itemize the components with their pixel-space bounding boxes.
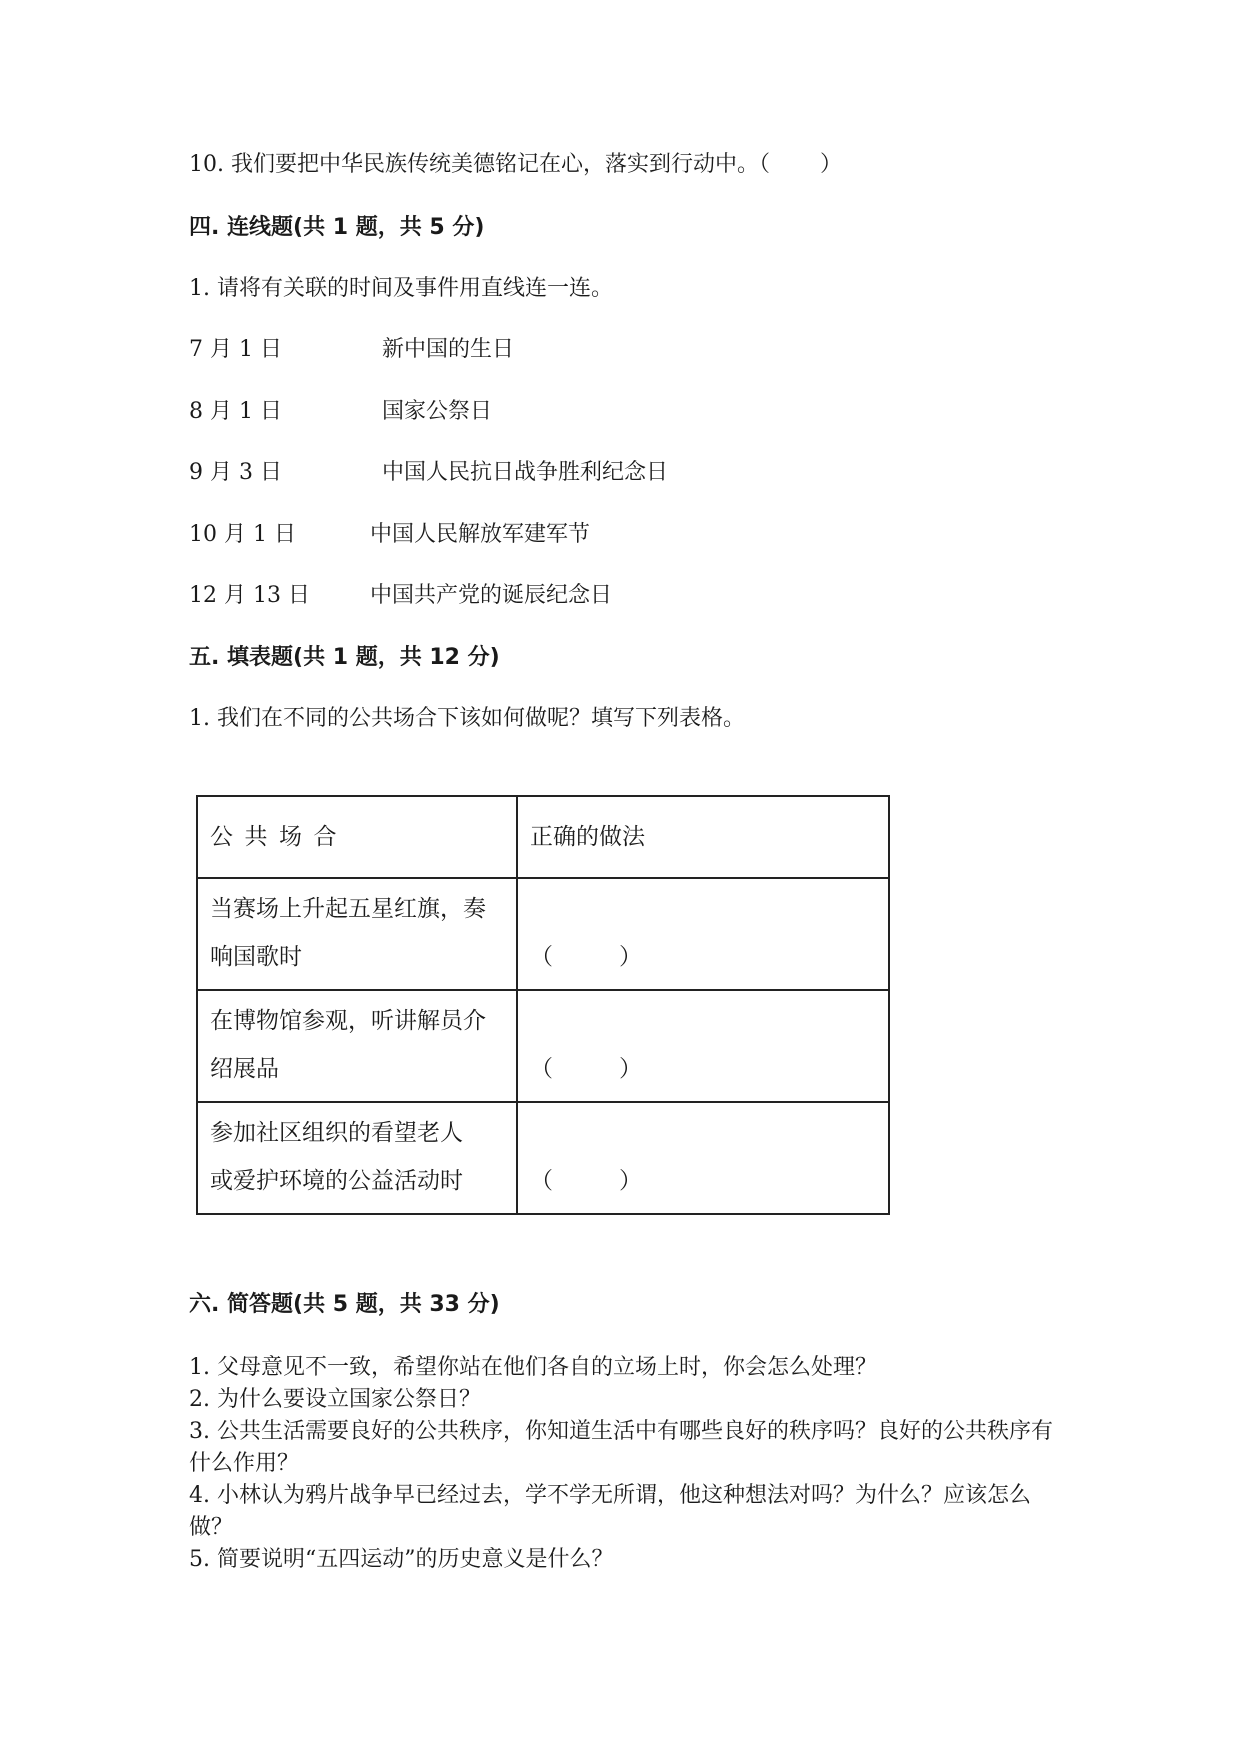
place-text [210, 1103, 504, 1205]
table-cell-answer[interactable] [517, 878, 889, 990]
section-6-heading: 六. 简答题(共 5 题，共 33 分) [189, 1292, 500, 1317]
table-row [197, 878, 889, 990]
close-paren: ） [619, 1056, 642, 1082]
match-date-1[interactable]: 7 月 1 日 [189, 337, 282, 362]
section-4-question: 1. 请将有关联的时间及事件用直线连一连。 [189, 276, 613, 301]
open-paren: （ [530, 1168, 553, 1194]
answer-parentheses[interactable] [530, 879, 876, 981]
table-cell-place [197, 878, 517, 990]
match-date-4[interactable]: 10 月 1 日 [189, 522, 296, 547]
place-text [210, 879, 504, 981]
question-10-close-paren: ） [819, 152, 842, 177]
header-place-label: 公共场合 [210, 824, 348, 850]
answer-parentheses[interactable] [530, 991, 876, 1093]
place-line-1: 参加社区组织的看望老人 [210, 1120, 463, 1146]
table-cell-answer[interactable] [517, 1102, 889, 1214]
section-5-heading: 五. 填表题(共 1 题，共 12 分) [189, 645, 500, 670]
place-line-1: 当赛场上升起五星红旗，奏 [210, 896, 486, 922]
match-event-2[interactable]: 国家公祭日 [382, 399, 493, 424]
question-10 [189, 150, 842, 180]
close-paren: ） [619, 1168, 642, 1194]
table-header-row [197, 796, 889, 878]
short-answer-question-2: 2. 为什么要设立国家公祭日？ [189, 1387, 481, 1412]
place-text [210, 991, 504, 1093]
section-4-heading: 四. 连线题(共 1 题，共 5 分) [189, 215, 485, 240]
answer-parentheses[interactable] [530, 1103, 876, 1205]
close-paren: ） [619, 944, 642, 970]
place-line-2: 响国歌时 [210, 944, 302, 970]
table-row [197, 990, 889, 1102]
short-answer-question-1: 1. 父母意见不一致，希望你站在他们各自的立场上时，你会怎么处理？ [189, 1355, 877, 1380]
open-paren: （ [530, 944, 553, 970]
short-answer-list [189, 1352, 1069, 1576]
short-answer-question-5: 5. 简要说明“五四运动”的历史意义是什么？ [189, 1547, 614, 1572]
place-line-2: 或爱护环境的公益活动时 [210, 1168, 463, 1194]
table-row [197, 1102, 889, 1214]
table-header-action [517, 796, 889, 878]
short-answer-question-3: 3. 公共生活需要良好的公共秩序，你知道生活中有哪些良好的秩序吗？良好的公共秩序有什么作用？ [189, 1419, 1053, 1476]
header-action-label: 正确的做法 [530, 824, 645, 850]
match-event-1[interactable]: 新中国的生日 [382, 337, 515, 362]
place-line-2: 绍展品 [210, 1056, 279, 1082]
question-10-text: 10. 我们要把中华民族传统美德铭记在心，落实到行动中。（ [189, 152, 770, 177]
section-5-question: 1. 我们在不同的公共场合下该如何做呢？填写下列表格。 [189, 706, 745, 731]
table-header-place [197, 796, 517, 878]
place-line-1: 在博物馆参观，听讲解员介 [210, 1008, 486, 1034]
table-cell-answer[interactable] [517, 990, 889, 1102]
match-date-2[interactable]: 8 月 1 日 [189, 399, 282, 424]
table-cell-place [197, 1102, 517, 1214]
match-date-3[interactable]: 9 月 3 日 [189, 460, 282, 485]
match-event-5[interactable]: 中国共产党的诞辰纪念日 [370, 583, 613, 608]
match-event-3[interactable]: 中国人民抗日战争胜利纪念日 [382, 460, 669, 485]
short-answer-question-4: 4. 小林认为鸦片战争早已经过去，学不学无所谓，他这种想法对吗？为什么？应该怎么做？ [189, 1483, 1031, 1540]
match-event-4[interactable]: 中国人民解放军建军节 [370, 522, 591, 547]
open-paren: （ [530, 1056, 553, 1082]
public-places-table [196, 795, 890, 1215]
match-date-5[interactable]: 12 月 13 日 [189, 583, 310, 608]
table-cell-place [197, 990, 517, 1102]
